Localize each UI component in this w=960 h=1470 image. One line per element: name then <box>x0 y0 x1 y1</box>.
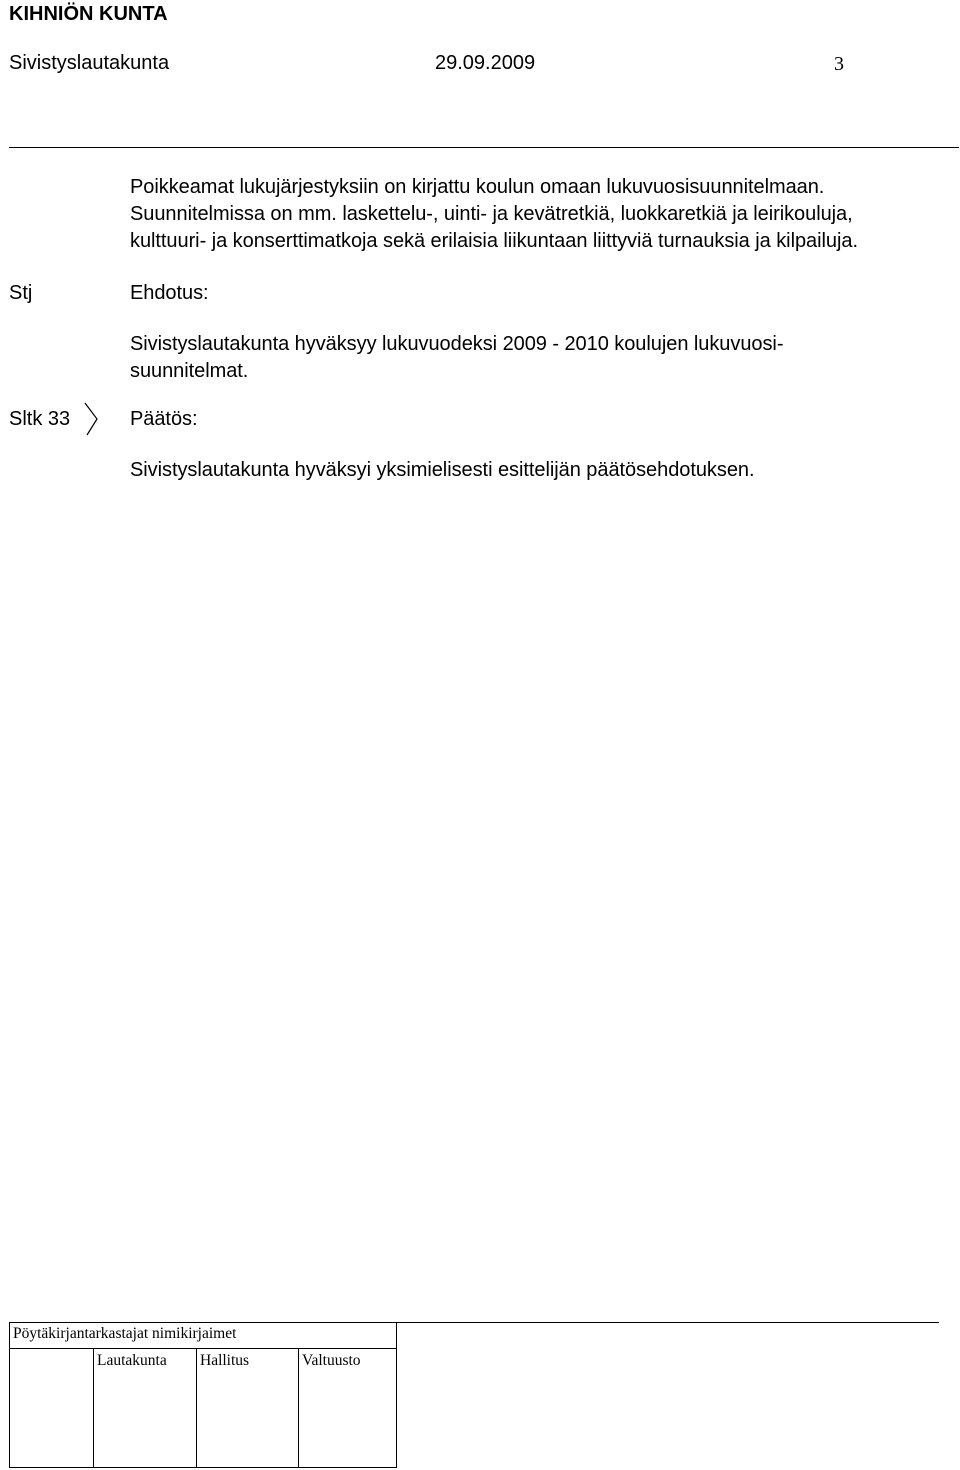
proposal-margin-label: Stj <box>9 282 33 304</box>
proposal-line-2: suunnitelmat. <box>130 360 249 382</box>
header-divider <box>9 147 959 148</box>
signature-box-divider <box>9 1348 397 1349</box>
paragraph-line-1: Poikkeamat lukujärjestyksiin on kirjattu koulun omaan lukuvuosisuunnitelmaan. <box>130 176 825 198</box>
proposal-line-1: Sivistyslautakunta hyväksyy lukuvuodeksi 2009 - 2010 koulujen lukuvuosi- <box>130 333 784 355</box>
meeting-date: 29.09.2009 <box>435 52 536 74</box>
page-number: 3 <box>834 53 844 75</box>
decision-heading: Päätös: <box>130 408 198 430</box>
signature-column-divider-2 <box>196 1348 197 1468</box>
proposal-heading: Ehdotus: <box>130 282 209 304</box>
organization-name: KIHNIÖN KUNTA <box>9 3 168 25</box>
board-name: Sivistyslautakunta <box>9 52 170 74</box>
signature-column-lautakunta: Lautakunta <box>97 1352 167 1369</box>
signature-column-hallitus: Hallitus <box>200 1352 250 1369</box>
signature-box <box>9 1322 397 1468</box>
decision-margin-label: Sltk 33 <box>9 408 71 430</box>
signature-column-divider-1 <box>93 1348 94 1468</box>
section-mark-icon <box>82 402 102 436</box>
decision-text: Sivistyslautakunta hyväksyi yksimielisesti esittelijän päätösehdotuksen. <box>130 459 755 481</box>
footer-rule <box>397 1322 939 1323</box>
paragraph-line-2: Suunnitelmissa on mm. laskettelu-, uinti- ja kevätretkiä, luokkaretkiä ja leirikouluja, <box>130 203 853 225</box>
signature-box-title: Pöytäkirjantarkastajat nimikirjaimet <box>13 1325 237 1342</box>
paragraph-line-3: kulttuuri- ja konserttimatkoja sekä erilaisia liikuntaan liittyviä turnauksia ja kilpailuja. <box>130 230 858 252</box>
signature-column-valtuusto: Valtuusto <box>302 1352 361 1369</box>
signature-column-divider-3 <box>298 1348 299 1468</box>
